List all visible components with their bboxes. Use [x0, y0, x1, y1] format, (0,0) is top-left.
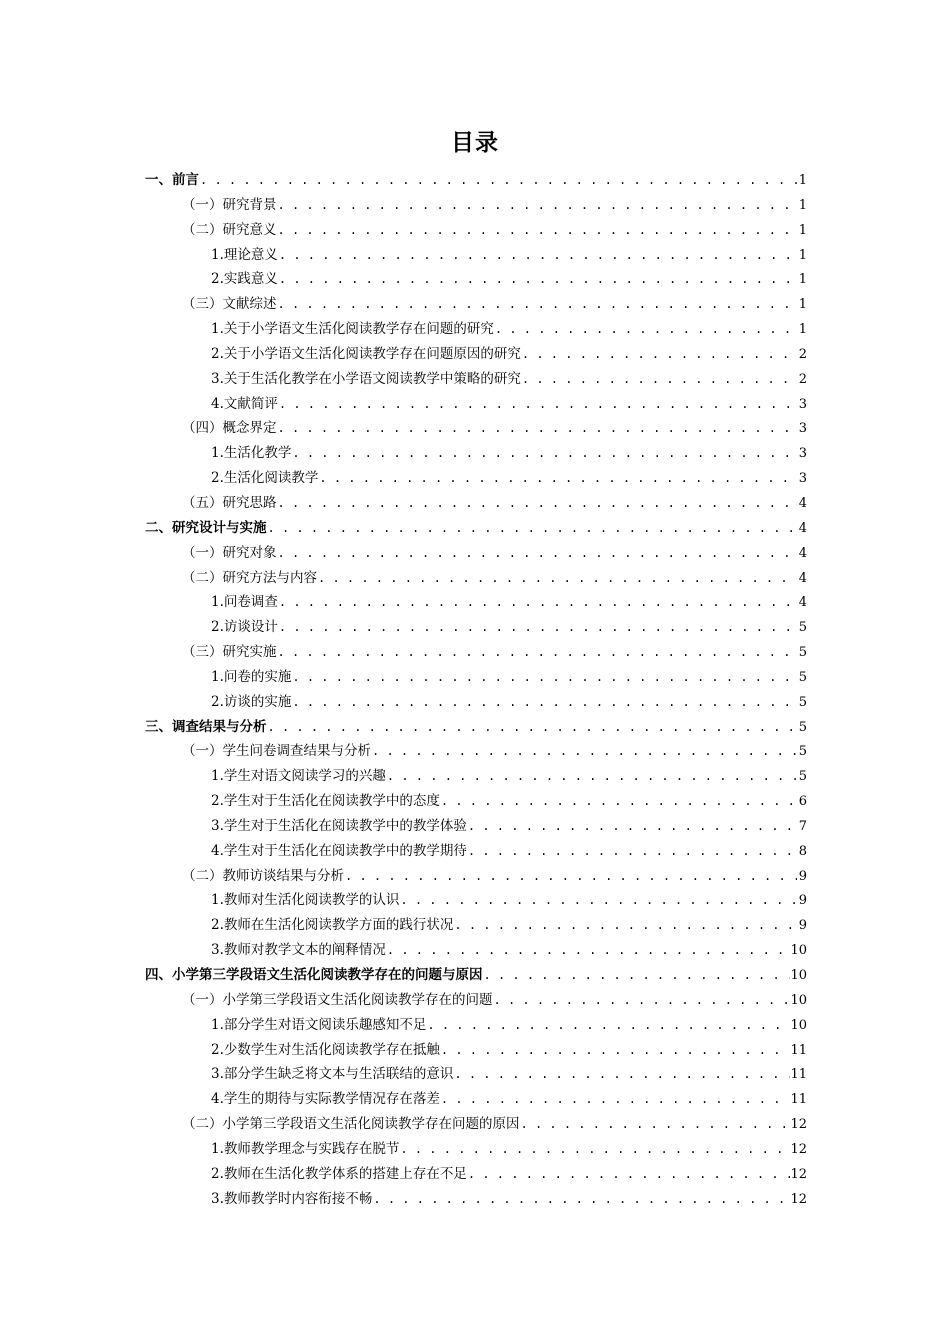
toc-entry-label: 3.关于生活化教学在小学语文阅读教学中策略的研究 — [211, 370, 521, 387]
toc-entry[interactable] — [145, 292, 807, 317]
dot-leader — [277, 416, 798, 441]
toc-entry-label: 2.关于小学语文生活化阅读教学存在问题原因的研究 — [211, 345, 521, 362]
toc-entry[interactable] — [145, 913, 807, 938]
dot-leader — [371, 739, 797, 764]
toc-entry-label: 2.教师在生活化教学体系的搭建上存在不足 — [211, 1165, 467, 1182]
toc-entry-page-number: 9 — [798, 918, 807, 934]
dot-leader — [291, 441, 797, 466]
toc-entry[interactable] — [145, 938, 807, 963]
toc-entry[interactable] — [145, 193, 807, 218]
toc-entry[interactable] — [145, 590, 807, 615]
dot-leader — [267, 516, 798, 541]
dot-leader — [277, 541, 798, 566]
toc-entry-page-number: 5 — [798, 669, 807, 685]
toc-entry-label: 一、前言 — [145, 172, 199, 188]
toc-entry-page-number: 4 — [798, 520, 807, 536]
toc-entry-page-number: 10 — [790, 968, 807, 983]
toc-entry[interactable] — [145, 1062, 807, 1087]
dot-leader — [453, 913, 797, 938]
dot-leader — [440, 789, 797, 814]
toc-entry-label: 1.部分学生对语文阅读乐趣感知不足 — [211, 1016, 427, 1033]
dot-leader — [399, 888, 797, 913]
toc-entry-page-number: 1 — [798, 322, 807, 338]
toc-entry-page-number: 4 — [798, 570, 807, 586]
toc-entry[interactable] — [145, 615, 807, 640]
toc-entry-label: 2.教师在生活化阅读教学方面的践行状况 — [211, 917, 454, 934]
toc-entry[interactable] — [145, 864, 807, 889]
toc-entry-page-number: 4 — [798, 545, 807, 561]
toc-entry-page-number: 3 — [798, 421, 807, 437]
toc-entry[interactable] — [145, 988, 807, 1013]
toc-entry-label: 1.教师对生活化阅读教学的认识 — [211, 892, 400, 909]
toc-entry-page-number: 5 — [798, 694, 807, 710]
toc-entry[interactable] — [145, 566, 807, 591]
dot-leader — [291, 690, 797, 715]
dot-leader — [386, 938, 791, 963]
toc-entry-label: 3.教师教学时内容衔接不畅 — [211, 1190, 373, 1207]
toc-entry-page-number: 9 — [798, 893, 807, 909]
toc-entry-page-number: 12 — [790, 1141, 807, 1157]
dot-leader — [277, 491, 798, 516]
toc-entry[interactable] — [145, 764, 807, 789]
toc-entry-label: （四）概念界定 — [182, 420, 277, 437]
dot-leader — [199, 168, 797, 193]
toc-entry-label: 3.学生对于生活化在阅读教学中的教学体验 — [211, 817, 467, 834]
toc-entry[interactable] — [145, 218, 807, 243]
toc-entry-label: 1.生活化教学 — [211, 445, 292, 462]
toc-entry-label: 2.访谈设计 — [211, 619, 278, 636]
toc-entry-label: 1.问卷调查 — [211, 594, 278, 611]
toc-entry-label: 1.问卷的实施 — [211, 668, 292, 685]
dot-leader — [267, 715, 798, 740]
toc-entry-page-number: 12 — [790, 1166, 807, 1182]
dot-leader — [440, 1087, 791, 1112]
toc-entry-label: 3.部分学生缺乏将文本与生活联结的意识 — [211, 1066, 454, 1083]
dot-leader — [278, 590, 797, 615]
toc-entry[interactable] — [145, 441, 807, 466]
toc-entry-page-number: 4 — [798, 495, 807, 511]
dot-leader — [277, 218, 798, 243]
toc-entry-page-number: 10 — [790, 943, 807, 959]
dot-leader — [467, 1162, 791, 1187]
toc-entry[interactable] — [145, 739, 807, 764]
dot-leader — [278, 615, 797, 640]
toc-entry-label: 1.学生对语文阅读学习的兴趣 — [211, 768, 386, 785]
dot-leader — [386, 764, 797, 789]
toc-entry-label: 1.教师教学理念与实践存在脱节 — [211, 1140, 400, 1157]
toc-entry-page-number: 7 — [798, 818, 807, 834]
toc-entry-page-number: 6 — [798, 794, 807, 810]
table-of-contents — [145, 168, 807, 1211]
toc-entry-page-number: 10 — [790, 1017, 807, 1033]
toc-entry[interactable] — [145, 665, 807, 690]
toc-entry-page-number: 1 — [798, 222, 807, 238]
dot-leader — [277, 193, 798, 218]
toc-entry-page-number: 1 — [798, 272, 807, 288]
toc-entry-label: 4.学生的期待与实际教学情况存在落差 — [211, 1091, 440, 1108]
toc-entry[interactable] — [145, 715, 807, 740]
toc-entry-page-number: 5 — [798, 744, 807, 760]
toc-entry-page-number: 3 — [798, 396, 807, 412]
toc-entry-page-number: 1 — [798, 173, 807, 188]
toc-entry-label: 三、调查结果与分析 — [145, 718, 267, 735]
toc-entry[interactable] — [145, 1038, 807, 1063]
dot-leader — [317, 566, 797, 591]
dot-leader — [494, 317, 797, 342]
dot-leader — [278, 267, 797, 292]
toc-entry-label: 3.教师对教学文本的阐释情况 — [211, 942, 386, 959]
toc-entry[interactable] — [145, 466, 807, 491]
toc-entry-label: （二）研究方法与内容 — [182, 569, 317, 586]
toc-entry-label: （一）研究背景 — [182, 196, 277, 213]
toc-entry-label: （一）小学第三学段语文生活化阅读教学存在的问题 — [182, 991, 493, 1008]
toc-entry[interactable] — [145, 267, 807, 292]
dot-leader — [277, 292, 798, 317]
toc-entry-page-number: 12 — [790, 1191, 807, 1207]
toc-entry-label: 4.文献简评 — [211, 395, 278, 412]
toc-entry-label: 四、小学第三学段语文生活化阅读教学存在的问题与原因 — [145, 967, 483, 983]
toc-entry-page-number: 9 — [798, 868, 807, 884]
toc-entry[interactable] — [145, 168, 807, 193]
toc-entry[interactable] — [145, 1137, 807, 1162]
toc-entry[interactable] — [145, 640, 807, 665]
toc-entry-label: 4.学生对于生活化在阅读教学中的教学期待 — [211, 842, 467, 859]
toc-entry[interactable] — [145, 516, 807, 541]
toc-entry-label: （二）教师访谈结果与分析 — [182, 867, 344, 884]
toc-entry[interactable] — [145, 1013, 807, 1038]
toc-entry-label: （二）小学第三学段语文生活化阅读教学存在问题的原因 — [182, 1116, 520, 1133]
toc-entry-label: （一）研究对象 — [182, 544, 277, 561]
toc-entry-page-number: 5 — [798, 620, 807, 636]
toc-entry-page-number: 10 — [790, 992, 807, 1008]
dot-leader — [520, 1112, 791, 1137]
toc-entry[interactable] — [145, 1162, 807, 1187]
toc-entry-label: 二、研究设计与实施 — [145, 519, 267, 536]
toc-entry-page-number: 2 — [798, 371, 807, 387]
toc-entry-page-number: 3 — [798, 471, 807, 487]
toc-entry-page-number: 5 — [798, 645, 807, 661]
toc-entry[interactable] — [145, 690, 807, 715]
toc-entry-page-number: 5 — [798, 769, 807, 785]
toc-entry-page-number: 12 — [790, 1117, 807, 1133]
toc-entry-page-number: 1 — [798, 197, 807, 213]
toc-entry[interactable] — [145, 1187, 807, 1212]
dot-leader — [467, 814, 797, 839]
toc-entry-page-number: 11 — [790, 1042, 807, 1058]
dot-leader — [453, 1062, 790, 1087]
toc-entry-page-number: 4 — [798, 595, 807, 611]
dot-leader — [399, 1137, 790, 1162]
dot-leader — [344, 864, 797, 889]
toc-entry[interactable] — [145, 392, 807, 417]
toc-entry-label: （一）学生问卷调查结果与分析 — [182, 743, 371, 760]
toc-entry-page-number: 11 — [790, 1067, 807, 1083]
dot-leader — [440, 1038, 791, 1063]
dot-leader — [278, 392, 797, 417]
toc-entry-label: 2.生活化阅读教学 — [211, 470, 319, 487]
dot-leader — [318, 466, 797, 491]
toc-entry-label: 2.实践意义 — [211, 271, 278, 288]
toc-entry-page-number: 3 — [798, 446, 807, 462]
dot-leader — [483, 963, 791, 988]
toc-entry-label: （五）研究思路 — [182, 494, 277, 511]
dot-leader — [277, 640, 798, 665]
toc-entry-label: （三）文献综述 — [182, 296, 277, 313]
dot-leader — [521, 367, 797, 392]
toc-entry[interactable] — [145, 342, 807, 367]
toc-entry-label: 2.访谈的实施 — [211, 693, 292, 710]
toc-entry-page-number: 2 — [798, 346, 807, 362]
toc-entry[interactable] — [145, 491, 807, 516]
toc-entry-page-number: 5 — [798, 719, 807, 735]
dot-leader — [426, 1013, 790, 1038]
toc-entry-label: 1.理论意义 — [211, 246, 278, 263]
toc-entry-page-number: 1 — [798, 247, 807, 263]
toc-entry[interactable] — [145, 888, 807, 913]
toc-entry-page-number: 8 — [798, 843, 807, 859]
toc-entry-label: 1.关于小学语文生活化阅读教学存在问题的研究 — [211, 321, 494, 338]
toc-entry[interactable] — [145, 317, 807, 342]
toc-entry-page-number: 11 — [790, 1092, 807, 1108]
toc-entry-label: 2.少数学生对生活化阅读教学存在抵触 — [211, 1041, 440, 1058]
dot-leader — [467, 839, 797, 864]
dot-leader — [291, 665, 797, 690]
toc-entry-label: （三）研究实施 — [182, 644, 277, 661]
toc-entry[interactable] — [145, 814, 807, 839]
toc-entry-label: 2.学生对于生活化在阅读教学中的态度 — [211, 793, 440, 810]
toc-entry[interactable] — [145, 963, 807, 988]
toc-entry[interactable] — [145, 1087, 807, 1112]
toc-entry[interactable] — [145, 541, 807, 566]
toc-entry-label: （二）研究意义 — [182, 221, 277, 238]
toc-entry[interactable] — [145, 1112, 807, 1137]
toc-entry[interactable] — [145, 789, 807, 814]
toc-entry[interactable] — [145, 367, 807, 392]
toc-entry[interactable] — [145, 243, 807, 268]
toc-entry-page-number: 1 — [798, 297, 807, 313]
page-title: 目录 — [451, 130, 499, 156]
dot-leader — [372, 1187, 790, 1212]
dot-leader — [493, 988, 791, 1013]
dot-leader — [521, 342, 797, 367]
toc-entry[interactable] — [145, 416, 807, 441]
dot-leader — [278, 243, 797, 268]
toc-entry[interactable] — [145, 839, 807, 864]
